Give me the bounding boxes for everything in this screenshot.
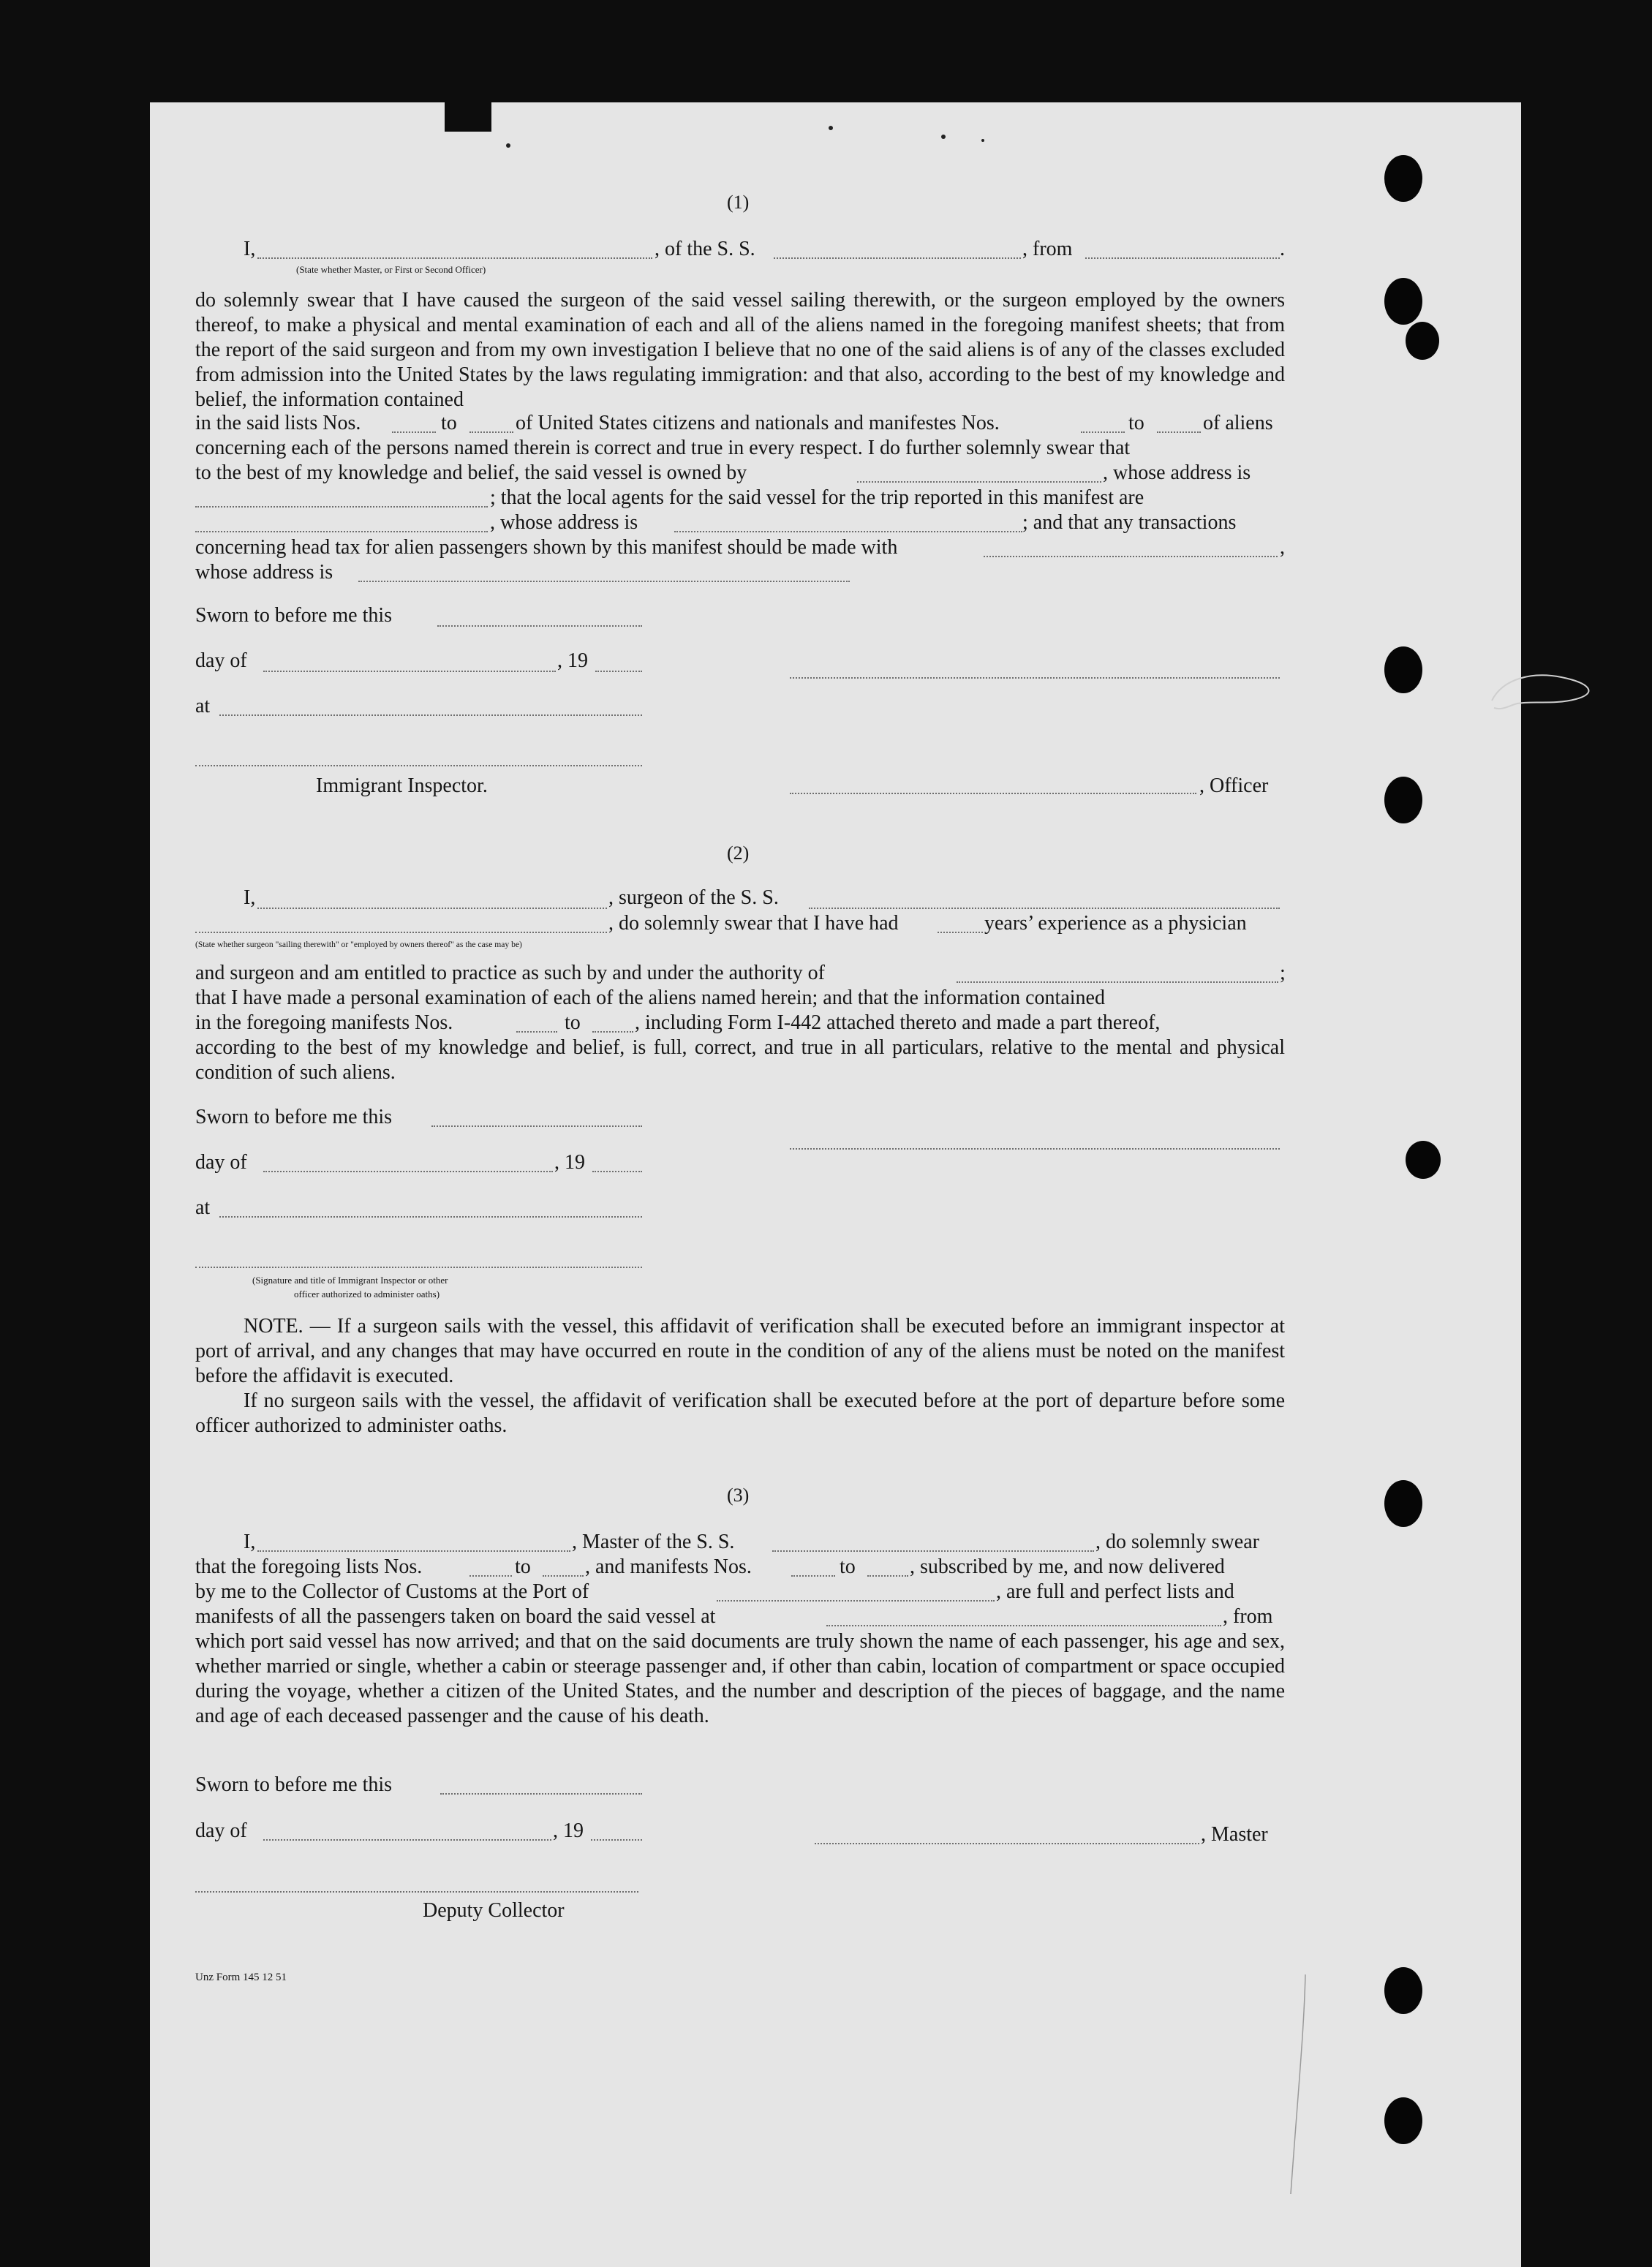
- vessel-name-field[interactable]: [774, 257, 1021, 259]
- day-of-label: day of: [195, 649, 247, 672]
- agents-address-field[interactable]: [674, 531, 1022, 532]
- note-paragraph: NOTE. — If a surgeon sails with the vessel, this affidavit of verification shall be executed before an immigrant inspector at port of arrival, and any changes that may have occurred en route in the condition of any of the aliens must be noted on the manifest before the affidavit is executed.: [195, 1315, 1285, 1387]
- vessel-name-field[interactable]: [772, 1550, 1094, 1552]
- master-name-field[interactable]: [257, 1550, 570, 1552]
- sworn-field[interactable]: [437, 625, 642, 627]
- head-tax-address-field[interactable]: [358, 581, 850, 582]
- vessel-name-field[interactable]: [809, 908, 1280, 909]
- binder-hole: [1384, 155, 1422, 202]
- label-whose-address: , whose address is: [490, 511, 638, 534]
- lists-to-field[interactable]: [469, 431, 513, 433]
- at-place-field[interactable]: [219, 1216, 642, 1218]
- master-signature-field[interactable]: [815, 1843, 1199, 1844]
- sworn-field[interactable]: [440, 1793, 642, 1795]
- label-years-experience: years’ experience as a physician: [984, 912, 1247, 935]
- at-label: at: [195, 1196, 211, 1219]
- lists-from-field[interactable]: [469, 1575, 512, 1577]
- label-to: to: [1128, 412, 1144, 434]
- year-field[interactable]: [592, 1171, 642, 1172]
- concerning-line: concerning each of the persons named therein is correct and true in every respect. I do further solemnly swear that: [195, 437, 1131, 459]
- label-in-lists: in the said lists Nos.: [195, 412, 361, 434]
- sworn-field[interactable]: [431, 1125, 642, 1127]
- label-to: to: [441, 412, 457, 434]
- label-in-manifests: in the foregoing manifests Nos.: [195, 1011, 453, 1034]
- section-number: (3): [727, 1485, 750, 1506]
- binder-hole: [1384, 278, 1422, 325]
- label-whose-address: , whose address is: [1103, 461, 1251, 484]
- semicolon: ;: [1280, 962, 1286, 984]
- day-of-label: day of: [195, 1819, 247, 1842]
- manifests-from-field[interactable]: [516, 1031, 557, 1033]
- officer-caption: (State whether Master, or First or Second Officer): [296, 264, 486, 275]
- years-experience-field[interactable]: [938, 932, 983, 933]
- surgeon-status-field[interactable]: [195, 932, 607, 933]
- label-to: to: [515, 1555, 531, 1578]
- label-manifests: , and manifests Nos.: [585, 1555, 752, 1578]
- year-label: , 19: [557, 649, 588, 672]
- oath-paragraph: do solemnly swear that I have caused the surgeon of the said vessel sailing therewith, or the surgeon employed by the owners thereof, to make a physical and mental examination of each and all of the aliens named in the foregoing manifest sheets; that from the report of the said surgeon and from my own investigation I believe that no one of the said aliens is of any of the classes excluded from admission into the United States by the laws regulating immigration: and that also, according to the best of my knowledge and belief, the information contained: [195, 289, 1285, 411]
- sworn-label: Sworn to before me this: [195, 1106, 393, 1128]
- owner-address-field[interactable]: [195, 506, 488, 508]
- section-number: (2): [727, 842, 750, 864]
- year-label: , 19: [553, 1819, 584, 1842]
- label-i: I,: [244, 1531, 256, 1553]
- binder-hole: [1384, 777, 1422, 823]
- from-port-field[interactable]: [1085, 257, 1280, 259]
- deputy-collector-label: Deputy Collector: [423, 1899, 565, 1922]
- comma: ,: [1280, 536, 1285, 559]
- signature-caption: (Signature and title of Immigrant Inspector or other: [252, 1275, 448, 1286]
- day-field[interactable]: [263, 671, 556, 672]
- binder-hole: [1384, 2097, 1422, 2144]
- surgeon-signature-field[interactable]: [790, 1148, 1280, 1150]
- binder-hole: [1384, 646, 1422, 693]
- section-number: (1): [727, 192, 750, 213]
- officer-title-field[interactable]: [790, 793, 1196, 794]
- binder-hole: [1406, 1141, 1441, 1179]
- scan-speck: [829, 126, 833, 130]
- binder-hole: [1384, 1480, 1422, 1527]
- owner-field[interactable]: [857, 481, 1101, 483]
- label-swear: , do solemnly swear that I have had: [608, 912, 899, 935]
- signature-caption: officer authorized to administer oaths): [294, 1289, 440, 1300]
- day-field[interactable]: [263, 1171, 553, 1172]
- paper-scratch-mark: [1283, 1974, 1313, 2194]
- label-lists: that the foregoing lists Nos.: [195, 1555, 423, 1578]
- day-of-label: day of: [195, 1151, 247, 1174]
- inspector-label: Immigrant Inspector.: [316, 774, 488, 797]
- year-label: , 19: [554, 1151, 585, 1174]
- label-full-lists: , are full and perfect lists and: [996, 1580, 1234, 1603]
- sworn-label: Sworn to before me this: [195, 604, 393, 627]
- label-authority: and surgeon and am entitled to practice as such by and under the authority of: [195, 962, 825, 984]
- label-owned-by: to the best of my knowledge and belief, the said vessel is owned by: [195, 461, 747, 484]
- label-from: , from: [1022, 238, 1073, 260]
- manifests-from-field[interactable]: [1081, 431, 1125, 433]
- manifests-to-field[interactable]: [1157, 431, 1201, 433]
- scan-speck: [941, 135, 946, 139]
- form-number: Unz Form 145 12 51: [195, 1972, 287, 1983]
- binder-hole: [1384, 1967, 1422, 2014]
- local-agents-field[interactable]: [195, 531, 488, 532]
- label-from: , from: [1223, 1605, 1273, 1628]
- scan-speck: [981, 139, 984, 142]
- label-whose-address: whose address is: [195, 561, 333, 584]
- label-to: to: [565, 1011, 581, 1034]
- deputy-signature-field[interactable]: [195, 1891, 638, 1893]
- condition-paragraph: according to the best of my knowledge and belief, is full, correct, and true in all particulars, relative to the mental and physical condition of such aliens.: [195, 1036, 1285, 1084]
- master-label: , Master: [1201, 1823, 1268, 1846]
- head-tax-party-field[interactable]: [984, 556, 1278, 557]
- note-paragraph-2: If no surgeon sails with the vessel, the affidavit of verification shall be executed before at the port of departure before some officer authorized to administer oaths.: [195, 1389, 1285, 1437]
- scan-speck: [506, 143, 510, 148]
- surgeon-caption: (State whether surgeon "sailing therewith" or "employed by owners thereof" as the case may be): [195, 940, 522, 949]
- officer-name-field[interactable]: [257, 257, 652, 259]
- inspector-signature-field[interactable]: [195, 1267, 642, 1268]
- label-head-tax: concerning head tax for alien passengers shown by this manifest should be made with: [195, 536, 898, 559]
- scribble-mark: [1488, 671, 1598, 715]
- label-surgeon-of-ss: , surgeon of the S. S.: [608, 886, 779, 909]
- inspector-signature-field[interactable]: [195, 765, 642, 766]
- label-swear: , do solemnly swear: [1095, 1531, 1259, 1553]
- at-label: at: [195, 695, 211, 717]
- label-manifests-all: manifests of all the passengers taken on board the said vessel at: [195, 1605, 716, 1628]
- boarding-port-field[interactable]: [826, 1625, 1221, 1626]
- label-of-aliens: of aliens: [1203, 412, 1273, 434]
- label-subscribed: , subscribed by me, and now delivered: [910, 1555, 1225, 1578]
- manifests-to-field[interactable]: [592, 1031, 633, 1033]
- binder-hole: [1406, 322, 1439, 360]
- exam-line: that I have made a personal examination of each of the aliens named herein; and that the information contained: [195, 987, 1105, 1009]
- surgeon-name-field[interactable]: [257, 908, 607, 909]
- label-to: to: [840, 1555, 856, 1578]
- sworn-label: Sworn to before me this: [195, 1773, 393, 1796]
- label-transactions: ; and that any transactions: [1022, 511, 1237, 534]
- day-field[interactable]: [263, 1839, 551, 1841]
- authority-field[interactable]: [957, 981, 1278, 983]
- manifests-from-field[interactable]: [791, 1575, 835, 1577]
- port-field[interactable]: [717, 1600, 995, 1602]
- lists-from-field[interactable]: [392, 431, 436, 433]
- officer-signature-field[interactable]: [790, 677, 1280, 679]
- year-field[interactable]: [591, 1839, 642, 1841]
- manifests-to-field[interactable]: [867, 1575, 908, 1577]
- label-of-ss: , of the S. S.: [655, 238, 755, 260]
- label-i: I,: [244, 886, 256, 909]
- label-usc: of United States citizens and nationals and manifestes Nos.: [516, 412, 1000, 434]
- label-collector: by me to the Collector of Customs at the Port of: [195, 1580, 589, 1603]
- label-local-agents: ; that the local agents for the said vessel for the trip reported in this manifest are: [490, 486, 1144, 509]
- lists-to-field[interactable]: [543, 1575, 584, 1577]
- officer-label: , Officer: [1199, 774, 1269, 797]
- year-field[interactable]: [595, 671, 642, 672]
- period: .: [1280, 238, 1285, 260]
- arrival-paragraph: which port said vessel has now arrived; and that on the said documents are truly shown the name of each passenger, his age and sex, whether married or single, whether a cabin or steerage passenger and, if other than cabin, location of compartment or space occupied during the voyage, whether a citizen of the United States, and the number and description of the pieces of baggage, and the name and age of each deceased passenger and the cause of his death.: [195, 1630, 1285, 1727]
- label-i: I,: [244, 238, 256, 260]
- at-place-field[interactable]: [219, 714, 642, 716]
- label-master-of-ss: , Master of the S. S.: [572, 1531, 735, 1553]
- label-including: , including Form I-442 attached thereto and made a part thereof,: [635, 1011, 1161, 1034]
- scan-tab-mark: [445, 102, 491, 132]
